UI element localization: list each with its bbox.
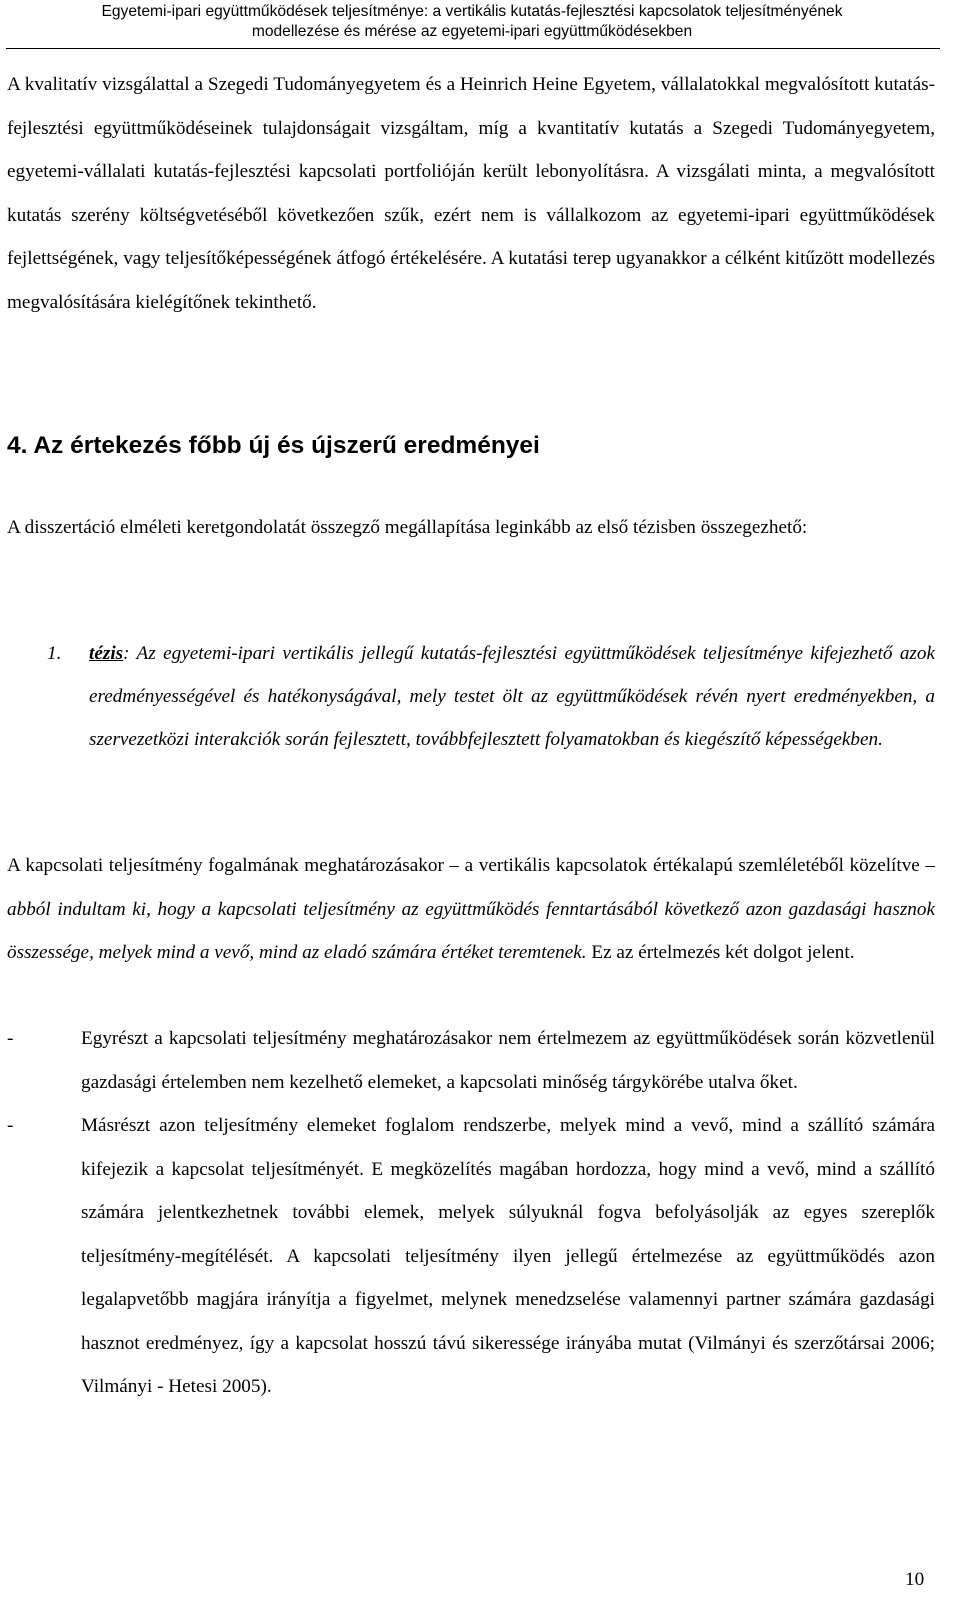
paragraph-relational-performance-definition: abból indultam ki, hogy a kapcsolati teljesítmény az együttműködés fenntartásából következő azon gazdasági hasznok összessége, melyek mind a vevő, mind az eladó számára értéket teremtenek. xyxy=(7,898,935,963)
list-item-text: Egyrészt a kapcsolati teljesítmény meghatározásakor nem értelmezem az együttműködések során közvetlenül gazdasági értelemben nem kezelhető elemeket, a kapcsolati minőség tárgykörébe utalva őket. xyxy=(81,1028,935,1093)
page-number: 10 xyxy=(905,1569,925,1590)
list-dash: - xyxy=(7,1115,14,1136)
list-item-text: Másrészt azon teljesítmény elemeket foglalom rendszerbe, melyek mind a vevő, mind a szállító számára kifejezik a kapcsolat teljesítményét. E megközelítés magában hordozza, hogy mind a vevő, mind a szállító számára jelentkezhetnek további elemek, melyek súlyuknál fogva befolyásolják az egyes szereplők teljesítmény-megítélését. A kapcsolati teljesítmény ilyen jellegű értelmezése az együttműködés azon legalapvetőbb magjára irányítja a figyelmet, melynek menedzselése valamennyi partner számára gazdasági hasznot eredményez, így a kapcsolat hosszú távú sikeressége irányába mutat (Vilmányi és szerzőtársai 2006; Vilmányi - Hetesi 2005). xyxy=(81,1115,935,1397)
section-heading: 4. Az értekezés főbb új és újszerű eredményei xyxy=(7,432,540,459)
thesis-number: 1. xyxy=(47,643,62,664)
paragraph-relational-performance-start: A kapcsolati teljesítmény fogalmának meghatározásakor – a vertikális kapcsolatok értékalapú szemléletéből közelítve – xyxy=(7,855,935,876)
paragraph-relational-performance xyxy=(7,844,935,975)
running-header xyxy=(0,2,944,42)
thesis-text: Az egyetemi-ipari vertikális jellegű kutatás-fejlesztési együttműködések teljesítménye kifejezhető azok eredményességével és hatékonyságával, mely testet ölt az együttműködések révén nyert eredményekben, a szervezetközi interakciók során fejlesztett, továbbfejlesztett folyamatokban és kiegészítő képességekben. xyxy=(89,643,936,750)
thesis-body xyxy=(89,632,935,761)
paragraph-relational-performance-end: Ez az értelmezés két dolgot jelent. xyxy=(591,942,855,963)
implications-list xyxy=(7,1017,935,1409)
paragraph-research-scope: A kvalitatív vizsgálattal a Szegedi Tudományegyetem és a Heinrich Heine Egyetem, vállalatokkal megvalósított kutatás-fejlesztési együttműködéseinek tulajdonságait vizsgáltam, míg a kvantitatív kutatás a Szegedi Tudományegyetem, egyetemi-vállalati kutatás-fejlesztési kapcsolati portfolióján került lebonyolításra. A vizsgálati minta, a megvalósított kutatás szerény költségvetéséből következően szűk, ezért nem is vállalkozom az egyetemi-ipari együttműködések fejlettségének, vagy teljesítőképességének átfogó értékelésére. A kutatási terep ugyanakkor a célként kitűzött modellezés megvalósítására kielégítőnek tekinthető. xyxy=(7,74,935,313)
paragraph-thesis-intro: A disszertáció elméleti keretgondolatát összegző megállapítása leginkább az első tézisben összegezhető: xyxy=(7,517,808,538)
header-rule xyxy=(6,48,940,49)
list-item xyxy=(7,1017,935,1104)
thesis-block xyxy=(7,632,935,761)
running-header-line-2: modellezése és mérése az egyetemi-ipari együttműködésekben xyxy=(251,23,693,40)
running-header-line-1: Egyetemi-ipari együttműködések teljesítménye: a vertikális kutatás-fejlesztési kapcsolatok teljesítményének xyxy=(101,3,843,20)
list-item xyxy=(7,1104,935,1409)
thesis-colon: : xyxy=(123,643,130,664)
thesis-keyword: tézis xyxy=(89,643,124,664)
list-dash: - xyxy=(7,1028,14,1049)
